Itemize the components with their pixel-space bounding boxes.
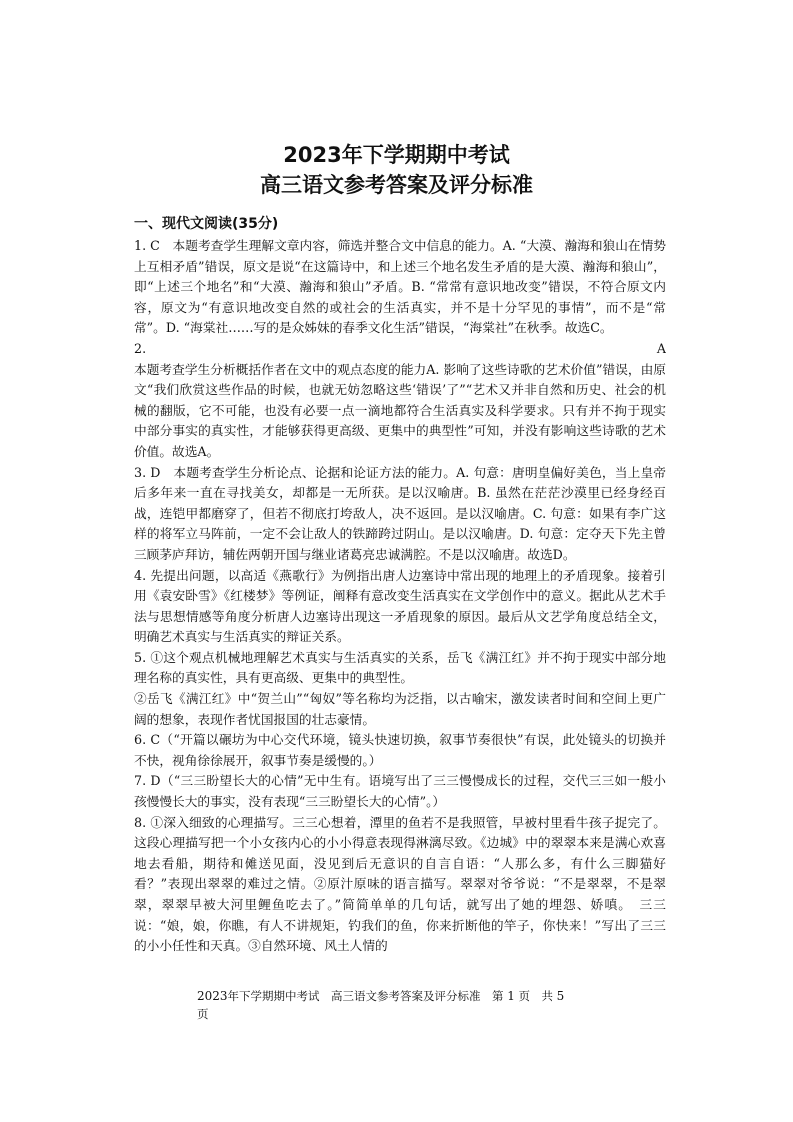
section-heading: 一、现代文阅读(35分) (134, 216, 279, 232)
answer-item-3: 3. D 本题考查学生分析论点、论据和论证方法的能力。A. 句意：唐明皇偏好美色，当上皇帝后多年来一直在寻找美女，却都是一无所获。是以汉喻唐。B. 虽然在茫茫沙漠里已经身经百战，连铠甲都磨穿了，但若不彻底打垮敌人，决不返回。是以汉喻唐。C. 句意：如果有李广这样的将军立马阵前，一定不会让敌人的铁蹄跨过阴山。是以汉喻唐。D. 句意：定夺天下先主曾三顾茅庐拜访，辅佐两朝开国与继业诸葛亮忠诚满腔。不是以汉喻唐。故选D。 (134, 464, 666, 562)
footer-text-3: 页 (197, 1007, 209, 1021)
answer-body (134, 236, 666, 957)
page-footer (197, 987, 617, 1023)
answer-item-2-header (134, 339, 666, 360)
answer-item-2: 本题考查学生分析概括作者在文中的观点态度的能力A. 影响了这些诗歌的艺术价值”错误，由原文“我们欣赏这些作品的时候，也就无妨忽略这些‘错误’了”“艺术又并非自然和历史、社会的机械的翻版，它不可能，也没有必要一点一滴地都符合生活真实及科学要求。只有并不拘于现实中部分事实的真实性，才能够获得更高级、更集中的典型性”可知，并没有影响这些诗歌的艺术价值。故选A。 (134, 361, 666, 459)
footer-page-number: 1 (507, 989, 515, 1003)
answer-item-6: 6. C（“开篇以碾坊为中心交代环境，镜头快速切换，叙事节奏很快”有误，此处镜头的切换并不快，视角徐徐展开，叙事节奏是缓慢的。） (134, 732, 666, 768)
answer-item-5-part2: ②岳飞《满江红》中“贺兰山”“匈奴”等名称均为泛指，以古喻宋，激发读者时间和空间上更广阔的想象，表现作者忧国报国的壮志豪情。 (134, 691, 666, 727)
answer-item-8: 8. ①深入细致的心理描写。三三心想着，潭里的鱼若不是我照管，早被村里看牛孩子捉完了。这段心理描写把一个小女孩内心的小小得意表现得淋漓尽致。《边城》中的翠翠本来是满心欢喜地去看船，期待和傩送见面，没见到后无意识的自言自语：“人那么多，有什么三脚猫好看？”表现出翠翠的难过之情。②原汁原味的语言描写。翠翠对爷爷说：“不是翠翠，不是翠翠，翠翠早被大河里鲤鱼吃去了。”简简单单的几句话，就写出了她的埋怨、娇嗔。 三三说：“娘，娘，你瞧，有人不讲规矩，钓我们的鱼，你来折断他的竿子，你快来！”写出了三三的小小任性和天真。③自然环境、风土人情的 (134, 814, 666, 954)
answer-item-7: 7. D（“三三盼望长大的心情”无中生有。语境写出了三三慢慢成长的过程，交代三三如一般小孩慢慢长大的事实，没有表现“三三盼望长大的心情”。） (134, 773, 666, 810)
footer-text-2: 页 共 (518, 989, 553, 1003)
answer-item-5-part1: 5. ①这个观点机械地理解艺术真实与生活真实的关系，岳飞《满江红》并不拘于现实中部分地理名称的真实性，具有更高级、更集中的典型性。 (134, 649, 666, 686)
answer-item-1: 1. C 本题考查学生理解文章内容，筛选并整合文中信息的能力。A. “大漠、瀚海和狼山在情势上互相矛盾”错误，原文是说“在这篇诗中，和上述三个地名发生矛盾的是大漠、瀚海和狼山”，即“上述三个地名”和“大漠、瀚海和狼山”矛盾。B. “常常有意识地改变”错误，不符合原文内容，原文为“有意识地改变自然的或社会的生活真实，并不是十分罕见的事情”，而不是“常常”。D. “海棠社……写的是众姊妹的春季文化生活”错误，“海棠社”在秋季。故选C。 (134, 238, 666, 336)
answer-item-2-number: 2. (134, 340, 147, 356)
footer-total-pages: 5 (556, 989, 565, 1003)
answer-item-2-choice: A (656, 340, 666, 356)
document-title: 2023年下学期期中考试 (283, 143, 510, 167)
document-subtitle: 高三语文参考答案及评分标准 (260, 173, 533, 197)
answer-item-4: 4. 先提出问题，以高适《燕歌行》为例指出唐人边塞诗中常出现的地理上的矛盾现象。接着引用《袁安卧雪》《红楼梦》等例证，阐释有意改变生活真实在文学创作中的意义。据此从艺术手法与思想情感等角度分析唐人边塞诗出现这一矛盾现象的原因。最后从文艺学角度总结全文，明确艺术真实与生活真实的辩证关系。 (134, 567, 666, 645)
footer-text-1: 年下学期期中考试 高三语文参考答案及评分标准 第 (227, 989, 504, 1003)
footer-year: 2023 (197, 989, 228, 1003)
